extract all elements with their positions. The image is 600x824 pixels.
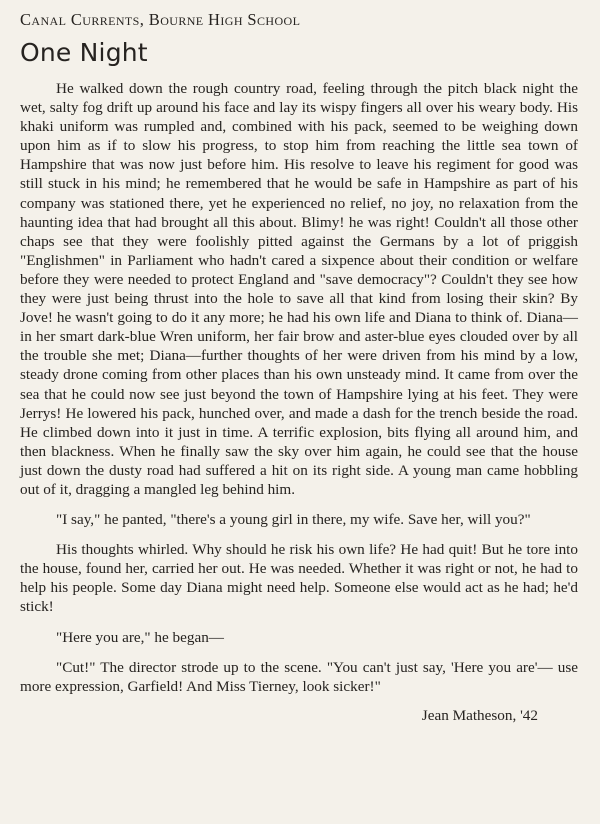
paragraph-3: His thoughts whirled. Why should he risk his own life? He had quit! But he tore into the house, found her, carried her out. He was needed. Whether it was right or not, he had to help his people. Some day Diana might need help. Someone else would act as he had; he'd stick! (20, 541, 578, 616)
publication-header: Canal Currents, Bourne High School (20, 10, 301, 29)
story-title: One Night (20, 38, 148, 67)
paragraph-4: "Here you are," he began— (56, 628, 224, 646)
paragraph-5: "Cut!" The director strode up to the scene. "You can't just say, 'Here you are'— use more expression, Garfield! And Miss Tierney, look sicker!" (20, 658, 578, 695)
author-byline: Jean Matheson, '42 (421, 706, 538, 724)
paragraph-1: He walked down the rough country road, feeling through the pitch black night the wet, salty fog drift up around his face and lay its wispy fingers all over his weary body. His khaki uniform was rumpled and, combined with his pack, seemed to be weighing down upon him as if to slow his progress, to stop him from reaching the little sea town of Hampshire that was now just before him. His resolve to leave his regiment for good was still stuck in his mind; he remembered that he would be safe in Hampshire as part of his company was stationed there, yet he experienced no relief, no joy, no relaxation from the haunting idea that had brought all this about. Blimy! he was right! Couldn't all those other chaps see that they were foolishly pitted against the Germans by a lot of priggish "Englishmen" in Parliament who hadn't cared a sixpence about their condition or welfare before they were needed to protect England and "save democracy"? Couldn't they see how they were just being thrust into the hole to save all that kind from losing their skin? By Jove! he wasn't going to do it any more; he had his own life and Diana to think of. Diana—in her smart dark-blue Wren uniform, her fair brow and aster-blue eyes clouded over by all the trouble she met; Diana—further thoughts of her were driven from his mind by a low, steady drone coming from other places than his own unsteady mind. It came from over the sea that he could now see just beyond the town of Hampshire lying at his feet. They were Jerrys! He lowered his pack, hunched over, and made a dash for the trench beside the road. He climbed down into it just in time. A terrific explosion, bits flying all around him, and then blackness. When he finally saw the sky over him again, he could see that the house just down the dusty road had suffered a hit on its right side. A young man came hobbling out of it, dragging a mangled leg behind him. (20, 80, 578, 498)
story-body (20, 79, 578, 696)
paragraph-2: "I say," he panted, "there's a young girl in there, my wife. Save her, will you?" (56, 511, 531, 529)
